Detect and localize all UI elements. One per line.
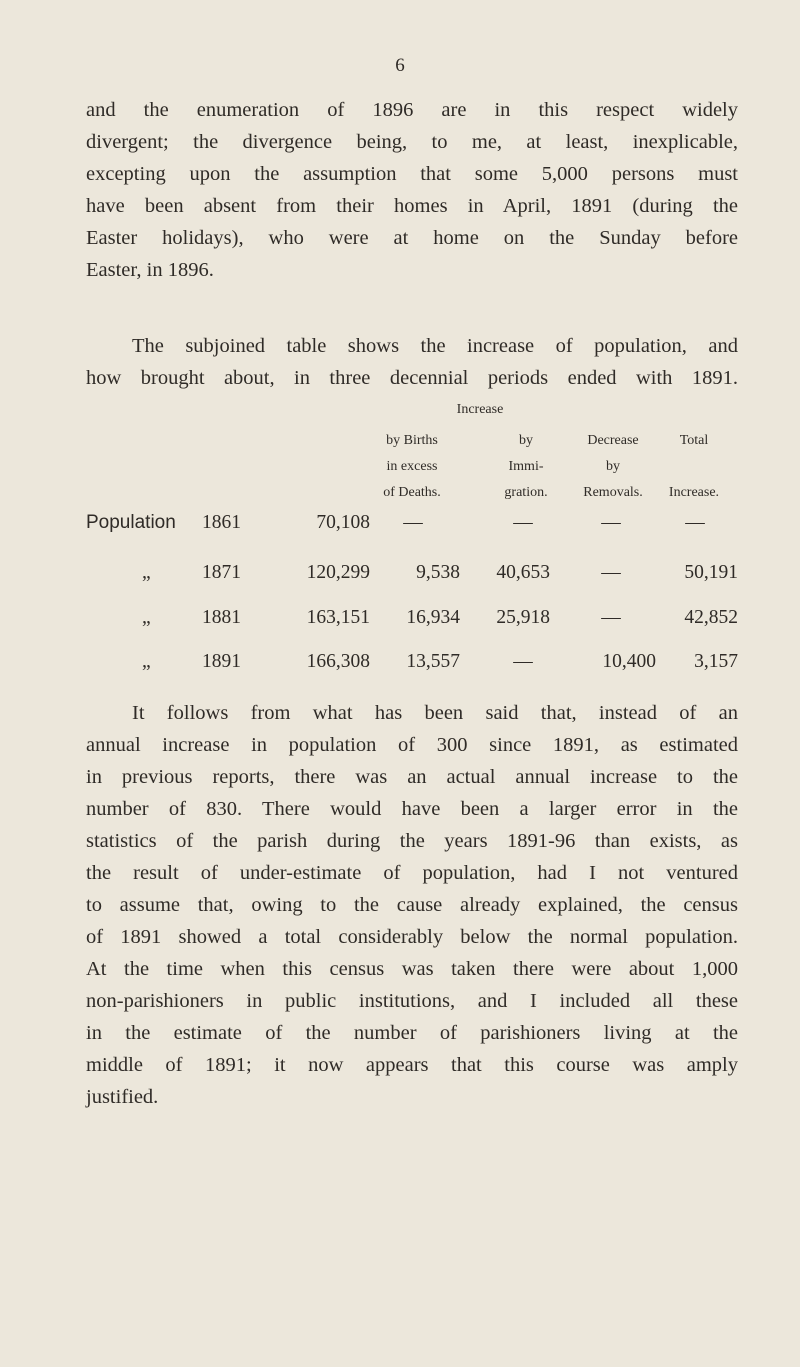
header-text: of Deaths. <box>383 485 441 500</box>
cell-removals: — <box>601 562 621 583</box>
row-year: 1891 <box>202 651 241 672</box>
cell-removals: — <box>601 607 621 628</box>
cell-population: 163,151 <box>306 607 370 628</box>
header-text: Increase. <box>668 485 720 500</box>
cell-population: 120,299 <box>306 562 370 583</box>
header-text: Removals. <box>583 485 643 500</box>
text-line: of 1891 showed a total considerably below the normal population. <box>86 926 738 948</box>
cell-immigration: 40,653 <box>496 562 550 583</box>
cell-immigration: — <box>513 651 533 672</box>
text-line: to assume that, owing to the cause already explained, the census <box>86 894 738 916</box>
text-line: Easter, in 1896. <box>86 259 214 281</box>
text-line: The subjoined table shows the increase of population, and <box>132 335 738 357</box>
text-line: Easter holidays), who were at home on the Sunday before <box>86 227 738 249</box>
text-line: It follows from what has been said that, instead of an <box>132 702 738 724</box>
row-year: 1881 <box>202 607 241 628</box>
header-text: Total <box>679 433 709 448</box>
text-line: justified. <box>86 1086 159 1108</box>
paragraph-table-intro <box>86 330 738 394</box>
text-line: non-parishioners in public institutions, and I included all these <box>86 990 738 1012</box>
text-line: At the time when this census was taken there were about 1,000 <box>86 958 738 980</box>
cell-births: 16,934 <box>406 607 460 628</box>
cell-total: — <box>685 512 705 533</box>
header-text: Decrease <box>587 433 639 448</box>
text-line: the result of under-estimate of population, had I not ventured <box>86 862 738 884</box>
text-line: in the estimate of the number of parishioners living at the <box>86 1022 738 1044</box>
cell-removals: — <box>601 512 621 533</box>
header-births <box>352 431 472 502</box>
header-text: gration. <box>504 485 548 500</box>
row-year: 1861 <box>202 512 241 533</box>
cell-births: — <box>403 512 423 533</box>
paragraph-conclusion <box>86 697 738 1113</box>
text-line: middle of 1891; it now appears that this course was amply <box>86 1054 738 1076</box>
row-label: „ <box>142 607 151 628</box>
text-line: and the enumeration of 1896 are in this respect widely <box>86 99 738 121</box>
header-text: by Births <box>386 433 438 448</box>
cell-immigration: — <box>513 512 533 533</box>
text-line: excepting upon the assumption that some 5,000 persons must <box>86 163 738 185</box>
header-increase: Increase <box>456 402 504 417</box>
header-text <box>644 457 744 476</box>
cell-total: 50,191 <box>684 562 738 583</box>
text-line: statistics of the parish during the years 1891-96 than exists, as <box>86 830 738 852</box>
header-total <box>644 431 744 502</box>
text-line: in previous reports, there was an actual annual increase to the <box>86 766 738 788</box>
header-text: by <box>519 433 533 448</box>
cell-births: 9,538 <box>416 562 460 583</box>
text-line: annual increase in population of 300 since 1891, as estimated <box>86 734 738 756</box>
header-text: in excess <box>386 459 438 474</box>
cell-total: 42,852 <box>684 607 738 628</box>
page-number: 6 <box>395 55 405 76</box>
cell-population: 70,108 <box>316 512 370 533</box>
row-label: „ <box>142 651 151 672</box>
text-line: have been absent from their homes in April, 1891 (during the <box>86 195 738 217</box>
cell-population: 166,308 <box>306 651 370 672</box>
cell-births: 13,557 <box>406 651 460 672</box>
cell-immigration: 25,918 <box>496 607 550 628</box>
cell-total: 3,157 <box>694 651 738 672</box>
text-line: divergent; the divergence being, to me, at least, inexplicable, <box>86 131 738 153</box>
paragraph-enumeration <box>86 94 738 286</box>
cell-removals: 10,400 <box>602 651 656 672</box>
header-text: by <box>606 459 620 474</box>
row-label: Population <box>86 512 176 533</box>
row-label: „ <box>142 562 151 583</box>
text-line: how brought about, in three decennial periods ended with 1891. <box>86 367 738 389</box>
text-line: number of 830. There would have been a larger error in the <box>86 798 738 820</box>
header-text: Immi- <box>508 459 544 474</box>
row-year: 1871 <box>202 562 241 583</box>
